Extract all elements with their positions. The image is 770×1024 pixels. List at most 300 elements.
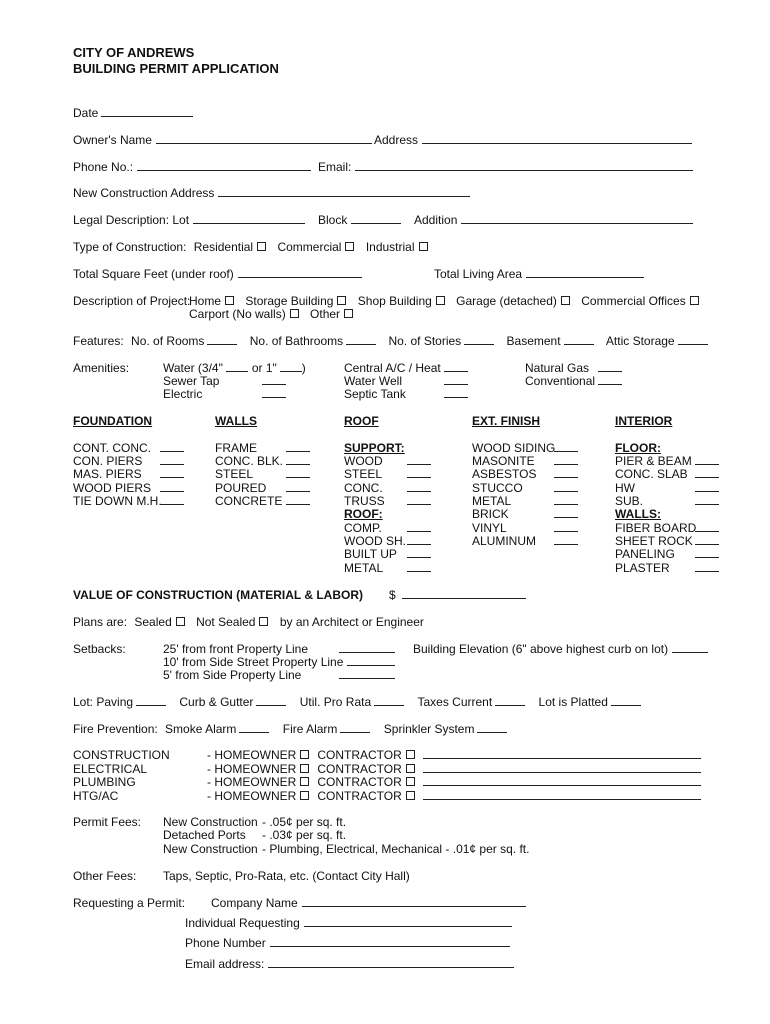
request-email-input[interactable] <box>268 957 514 968</box>
setback-blank-wrap <box>336 642 395 656</box>
trade-name-input[interactable] <box>423 762 701 773</box>
ext-finish-item: METAL <box>472 494 512 508</box>
setback-item: 5' from Side Property Line <box>163 668 302 682</box>
roof-blank-wrap <box>403 521 431 535</box>
interior-walls-item: FIBER BOARD <box>615 521 697 535</box>
home-label: Home <box>189 294 222 308</box>
elevation-label: Building Elevation (6" above highest curb on lot) <box>413 642 669 656</box>
permit-fee-name: New Construction <box>163 815 258 829</box>
interior-walls-item: PLASTER <box>615 561 670 575</box>
city-title: CITY OF ANDREWS <box>73 45 195 60</box>
setback-side-street-input[interactable] <box>347 655 395 666</box>
walls-input[interactable] <box>286 494 310 505</box>
water-or-label: or 1" <box>251 361 277 375</box>
water-label: Water (3/4" <box>163 361 223 375</box>
walls-input[interactable] <box>286 481 310 492</box>
industrial-checkbox[interactable] <box>419 242 428 251</box>
form-title: BUILDING PERMIT APPLICATION <box>73 61 279 76</box>
walls-item: CONC. BLK. <box>215 454 284 468</box>
roof-item: WOOD SH. <box>344 534 406 548</box>
interior-blank-wrap <box>691 534 719 548</box>
ext-finish-item: ASBESTOS <box>472 467 537 481</box>
phone-input[interactable] <box>137 160 311 171</box>
lot-label: Legal Description: Lot <box>73 213 190 227</box>
interior-input[interactable] <box>695 561 719 572</box>
request-phone-input[interactable] <box>270 936 510 947</box>
phone-row <box>73 160 311 174</box>
value-currency: $ <box>389 588 396 602</box>
setback-front-input[interactable] <box>339 642 395 653</box>
walls-input[interactable] <box>286 467 310 478</box>
total-sqft-input[interactable] <box>238 267 362 278</box>
features-row <box>73 334 708 348</box>
address-input[interactable] <box>422 133 692 144</box>
ext-finish-blank-wrap <box>550 494 578 508</box>
living-area-input[interactable] <box>526 267 644 278</box>
attic-storage-label: Attic Storage <box>605 334 675 348</box>
foundation-blank-wrap <box>156 441 184 455</box>
phone-label: Phone No.: <box>73 160 134 174</box>
plans-label: Plans are: <box>73 615 128 629</box>
taxes-current-label: Taxes Current <box>417 695 493 709</box>
owners-name-input[interactable] <box>156 133 372 144</box>
setback-item: 25' from front Property Line <box>163 642 309 656</box>
walls-item: CONCRETE <box>215 494 283 508</box>
features-label: Features: <box>73 334 124 348</box>
permit-fee-rate: - .05¢ per sq. ft. <box>262 815 347 829</box>
interior-walls-item: SHEET ROCK <box>615 534 693 548</box>
trade-label: PLUMBING <box>73 775 136 789</box>
lot-platted-label: Lot is Platted <box>538 695 608 709</box>
block-input[interactable] <box>351 213 401 224</box>
sealed-checkbox[interactable] <box>176 617 185 626</box>
ext-finish-item: MASONITE <box>472 454 535 468</box>
company-input[interactable] <box>302 896 526 907</box>
ext-finish-input[interactable] <box>554 521 578 532</box>
ext-finish-input[interactable] <box>554 467 578 478</box>
roof-blank-wrap <box>403 561 431 575</box>
value-row <box>389 588 526 602</box>
roof-support-item: TRUSS <box>344 494 385 508</box>
foundation-input[interactable] <box>160 454 184 465</box>
util-pro-rata-label: Util. Pro Rata <box>299 695 372 709</box>
walls-blank-wrap <box>282 494 310 508</box>
ext-finish-blank-wrap <box>550 507 578 521</box>
ext-finish-blank-wrap <box>550 467 578 481</box>
commercial-checkbox[interactable] <box>345 242 354 251</box>
water-row <box>163 361 306 375</box>
interior-input[interactable] <box>695 467 719 478</box>
homeowner-checkbox[interactable] <box>300 791 309 800</box>
interior-input[interactable] <box>695 481 719 492</box>
permit-fee-rate: - Plumbing, Electrical, Mechanical - .01¢ per sq. ft. <box>262 842 530 856</box>
shop-building-checkbox[interactable] <box>436 296 445 305</box>
roof-input[interactable] <box>407 534 431 545</box>
roof-blank-wrap <box>403 494 431 508</box>
walls-blank-wrap <box>282 454 310 468</box>
lot-checks-row <box>73 695 641 709</box>
central-ac-blank-wrap <box>440 361 468 375</box>
homeowner-checkbox[interactable] <box>300 750 309 759</box>
homeowner-checkbox[interactable] <box>300 764 309 773</box>
roof-input[interactable] <box>407 561 431 572</box>
foundation-input[interactable] <box>160 441 184 452</box>
interior-input[interactable] <box>695 534 719 545</box>
ext-finish-blank-wrap <box>550 534 578 548</box>
smoke-alarm-label: Smoke Alarm <box>165 722 237 736</box>
total-sqft-label: Total Square Feet (under roof) <box>73 267 234 281</box>
elevation-row <box>413 642 708 656</box>
interior-blank-wrap <box>691 547 719 561</box>
storage-building-label: Storage Building <box>245 294 334 308</box>
storage-building-checkbox[interactable] <box>337 296 346 305</box>
contractor-checkbox[interactable] <box>406 750 415 759</box>
roof-item: COMP. <box>344 521 382 535</box>
ext-finish-input[interactable] <box>554 441 578 452</box>
living-area-row <box>434 267 644 281</box>
walls-input[interactable] <box>286 454 310 465</box>
contractor-label: CONTRACTOR <box>317 748 402 762</box>
email-input[interactable] <box>355 160 693 171</box>
carport-checkbox[interactable] <box>290 309 299 318</box>
plans-row <box>73 615 424 629</box>
commercial-offices-checkbox[interactable] <box>690 296 699 305</box>
trade-options-row <box>207 748 701 762</box>
ext-finish-blank-wrap <box>550 441 578 455</box>
not-sealed-label: Not Sealed <box>196 615 256 629</box>
central-ac-input[interactable] <box>444 361 468 372</box>
interior-blank-wrap <box>691 521 719 535</box>
project-row-1 <box>189 294 701 308</box>
ext-finish-blank-wrap <box>550 481 578 495</box>
lot-platted-input[interactable] <box>611 695 641 706</box>
foundation-blank-wrap <box>156 467 184 481</box>
email-row <box>318 160 693 174</box>
shop-building-label: Shop Building <box>357 294 432 308</box>
project-label: Description of Project: <box>73 294 191 308</box>
living-area-label: Total Living Area <box>434 267 523 281</box>
not-sealed-checkbox[interactable] <box>259 617 268 626</box>
date-row <box>73 106 193 120</box>
foundation-input[interactable] <box>160 481 184 492</box>
stories-input[interactable] <box>464 334 494 345</box>
date-input[interactable] <box>101 106 193 117</box>
foundation-input[interactable] <box>160 467 184 478</box>
water-well-label: Water Well <box>344 374 403 388</box>
ext-finish-item: STUCCO <box>472 481 523 495</box>
septic-tank-label: Septic Tank <box>344 387 406 401</box>
lot-input[interactable] <box>193 213 305 224</box>
ext-finish-input[interactable] <box>554 454 578 465</box>
value-input[interactable] <box>402 588 526 599</box>
roof-support-heading: SUPPORT: <box>344 441 405 455</box>
contractor-label: CONTRACTOR <box>317 762 402 776</box>
foundation-item: MAS. PIERS <box>73 467 142 481</box>
addition-label: Addition <box>414 213 458 227</box>
interior-floor-item: HW <box>615 481 635 495</box>
sewer-tap-blank-wrap <box>258 374 286 388</box>
setback-blank-wrap <box>344 655 395 669</box>
water-34-input[interactable] <box>226 361 248 372</box>
owners-name-row <box>73 133 372 147</box>
setback-side-input[interactable] <box>339 668 395 679</box>
setbacks-label: Setbacks: <box>73 642 126 656</box>
ext-finish-item: BRICK <box>472 507 509 521</box>
interior-blank-wrap <box>691 494 719 508</box>
total-sqft-row <box>73 267 362 281</box>
electric-input[interactable] <box>262 387 286 398</box>
amenities-label: Amenities: <box>73 361 130 375</box>
block-label: Block <box>318 213 348 227</box>
rooms-input[interactable] <box>207 334 237 345</box>
requesting-label: Requesting a Permit: <box>73 896 186 910</box>
trade-name-input[interactable] <box>423 775 701 786</box>
other-fees-label: Other Fees: <box>73 869 137 883</box>
conventional-label: Conventional <box>525 374 596 388</box>
curb-gutter-input[interactable] <box>256 695 286 706</box>
interior-blank-wrap <box>691 467 719 481</box>
ext-finish-input[interactable] <box>554 534 578 545</box>
individual-input[interactable] <box>304 916 512 927</box>
contractor-label: CONTRACTOR <box>317 789 402 803</box>
permit-fee-name: Detached Ports <box>163 828 246 842</box>
roof-blank-wrap <box>403 547 431 561</box>
individual-row <box>185 916 512 930</box>
ext-finish-item: VINYL <box>472 521 507 535</box>
interior-input[interactable] <box>695 521 719 532</box>
roof-support-item: STEEL <box>344 467 383 481</box>
permit-fee-rate: - .03¢ per sq. ft. <box>262 828 347 842</box>
electric-label: Electric <box>163 387 203 401</box>
new-construction-address-row <box>73 186 470 200</box>
util-pro-rata-input[interactable] <box>374 695 404 706</box>
foundation-item: CON. PIERS <box>73 454 143 468</box>
interior-blank-wrap <box>691 454 719 468</box>
water-well-input[interactable] <box>444 374 468 385</box>
value-label: VALUE OF CONSTRUCTION (MATERIAL & LABOR) <box>73 588 363 602</box>
other-checkbox[interactable] <box>344 309 353 318</box>
carport-label: Carport (No walls) <box>189 307 286 321</box>
trade-options-row <box>207 775 701 789</box>
curb-gutter-label: Curb & Gutter <box>179 695 254 709</box>
foundation-item: WOOD PIERS <box>73 481 152 495</box>
contractor-checkbox[interactable] <box>406 764 415 773</box>
trade-name-input[interactable] <box>423 789 701 800</box>
foundation-blank-wrap <box>156 481 184 495</box>
interior-input[interactable] <box>695 494 719 505</box>
walls-item: STEEL <box>215 467 254 481</box>
bathrooms-label: No. of Bathrooms <box>249 334 344 348</box>
roof-blank-wrap <box>403 534 431 548</box>
request-email-row <box>185 957 514 971</box>
water-well-blank-wrap <box>440 374 468 388</box>
block-row <box>318 213 401 227</box>
trade-label: CONSTRUCTION <box>73 748 170 762</box>
water-close-label: ) <box>301 361 306 375</box>
sewer-tap-label: Sewer Tap <box>163 374 220 388</box>
ext-finish-input[interactable] <box>554 494 578 505</box>
permit-fee-name: New Construction <box>163 842 258 856</box>
roof-item: METAL <box>344 561 384 575</box>
basement-input[interactable] <box>564 334 594 345</box>
walls-input[interactable] <box>286 441 310 452</box>
ext-finish-input[interactable] <box>554 481 578 492</box>
lot-row <box>73 213 305 227</box>
date-label: Date <box>73 106 99 120</box>
new-construction-address-label: New Construction Address <box>73 186 215 200</box>
paving-label: Lot: Paving <box>73 695 134 709</box>
new-construction-address-input[interactable] <box>218 186 470 197</box>
water-1-input[interactable] <box>280 361 302 372</box>
walls-blank-wrap <box>282 441 310 455</box>
rooms-label: No. of Rooms <box>131 334 205 348</box>
owners-name-label: Owner's Name <box>73 133 152 147</box>
conventional-input[interactable] <box>598 374 622 385</box>
trade-options-row <box>207 789 701 803</box>
ext-finish-blank-wrap <box>550 454 578 468</box>
homeowner-label: - HOMEOWNER <box>207 748 297 762</box>
construction-type-row <box>73 240 430 254</box>
interior-floor-heading: FLOOR: <box>615 441 661 455</box>
septic-tank-blank-wrap <box>440 387 468 401</box>
request-email-label: Email address: <box>185 957 265 971</box>
construction-type-label: Type of Construction: <box>73 240 187 254</box>
individual-label: Individual Requesting <box>185 916 300 930</box>
walls-blank-wrap <box>282 467 310 481</box>
basement-label: Basement <box>506 334 561 348</box>
taxes-current-input[interactable] <box>495 695 525 706</box>
roof-input[interactable] <box>407 494 431 505</box>
fire-label: Fire Prevention: <box>73 722 158 736</box>
setback-item: 10' from Side Street Property Line <box>163 655 344 669</box>
conventional-blank-wrap <box>594 374 622 388</box>
fire-row <box>73 722 507 736</box>
contractor-checkbox[interactable] <box>406 777 415 786</box>
interior-walls-heading: WALLS: <box>615 507 661 521</box>
electric-blank-wrap <box>258 387 286 401</box>
interior-floor-item: CONC. SLAB <box>615 467 688 481</box>
commercial-offices-label: Commercial Offices <box>581 294 686 308</box>
trade-options-row <box>207 762 701 776</box>
trade-name-input[interactable] <box>423 748 701 759</box>
roof-input[interactable] <box>407 467 431 478</box>
address-label: Address <box>374 133 419 147</box>
interior-walls-item: PANELING <box>615 547 675 561</box>
interior-floor-item: SUB. <box>615 494 644 508</box>
foundation-item: CONT. CONC. <box>73 441 151 455</box>
roof-roof-heading: ROOF: <box>344 507 383 521</box>
other-fees-text: Taps, Septic, Pro-Rata, etc. (Contact City Hall) <box>163 869 410 883</box>
stories-label: No. of Stories <box>388 334 462 348</box>
garage-detached-label: Garage (detached) <box>456 294 557 308</box>
interior-floor-item: PIER & BEAM <box>615 454 692 468</box>
ext-finish-item: ALUMINUM <box>472 534 537 548</box>
setback-blank-wrap <box>336 668 395 682</box>
interior-input[interactable] <box>695 454 719 465</box>
request-phone-label: Phone Number <box>185 936 266 950</box>
other-label: Other <box>310 307 341 321</box>
sprinkler-label: Sprinkler System <box>383 722 475 736</box>
ext-finish-item: WOOD SIDING <box>472 441 556 455</box>
interior-heading: INTERIOR <box>615 414 673 428</box>
attic-storage-input[interactable] <box>678 334 708 345</box>
smoke-alarm-input[interactable] <box>239 722 269 733</box>
roof-input[interactable] <box>407 547 431 558</box>
trade-label: HTG/AC <box>73 789 119 803</box>
roof-input[interactable] <box>407 481 431 492</box>
foundation-blank-wrap <box>156 494 184 508</box>
sewer-tap-input[interactable] <box>262 374 286 385</box>
roof-input[interactable] <box>407 521 431 532</box>
walls-blank-wrap <box>282 481 310 495</box>
roof-support-item: WOOD <box>344 454 383 468</box>
roof-blank-wrap <box>403 454 431 468</box>
contractor-checkbox[interactable] <box>406 791 415 800</box>
industrial-label: Industrial <box>365 240 415 254</box>
homeowner-label: - HOMEOWNER <box>207 762 297 776</box>
sealed-label: Sealed <box>134 615 172 629</box>
roof-blank-wrap <box>403 467 431 481</box>
permit-fees-label: Permit Fees: <box>73 815 142 829</box>
interior-blank-wrap <box>691 481 719 495</box>
residential-label: Residential <box>193 240 254 254</box>
central-ac-label: Central A/C / Heat <box>344 361 441 375</box>
roof-blank-wrap <box>403 481 431 495</box>
sprinkler-input[interactable] <box>477 722 507 733</box>
homeowner-label: - HOMEOWNER <box>207 789 297 803</box>
foundation-item: TIE DOWN M.H. <box>73 494 162 508</box>
company-row <box>211 896 526 910</box>
addition-input[interactable] <box>461 213 693 224</box>
commercial-label: Commercial <box>277 240 342 254</box>
homeowner-label: - HOMEOWNER <box>207 775 297 789</box>
residential-checkbox[interactable] <box>257 242 266 251</box>
walls-item: POURED <box>215 481 267 495</box>
septic-tank-input[interactable] <box>444 387 468 398</box>
interior-input[interactable] <box>695 547 719 558</box>
company-label: Company Name <box>211 896 298 910</box>
roof-item: BUILT UP <box>344 547 397 561</box>
ext-finish-input[interactable] <box>554 507 578 518</box>
elevation-input[interactable] <box>672 642 708 653</box>
ext-finish-heading: EXT. FINISH <box>472 414 541 428</box>
roof-heading: ROOF <box>344 414 379 428</box>
bathrooms-input[interactable] <box>346 334 376 345</box>
contractor-label: CONTRACTOR <box>317 775 402 789</box>
foundation-heading: FOUNDATION <box>73 414 153 428</box>
roof-support-item: CONC. <box>344 481 383 495</box>
address-row <box>374 133 692 147</box>
trade-label: ELECTRICAL <box>73 762 148 776</box>
natural-gas-input[interactable] <box>598 361 622 372</box>
roof-input[interactable] <box>407 454 431 465</box>
ext-finish-blank-wrap <box>550 521 578 535</box>
garage-detached-checkbox[interactable] <box>561 296 570 305</box>
homeowner-checkbox[interactable] <box>300 777 309 786</box>
request-phone-row <box>185 936 510 950</box>
interior-blank-wrap <box>691 561 719 575</box>
natural-gas-label: Natural Gas <box>525 361 590 375</box>
fire-alarm-label: Fire Alarm <box>282 722 338 736</box>
paving-input[interactable] <box>136 695 166 706</box>
fire-alarm-input[interactable] <box>340 722 370 733</box>
foundation-input[interactable] <box>160 494 184 505</box>
plans-by-label: by an Architect or Engineer <box>279 615 424 629</box>
natural-gas-blank-wrap <box>594 361 622 375</box>
home-checkbox[interactable] <box>225 296 234 305</box>
project-row-2 <box>189 307 355 321</box>
walls-item: FRAME <box>215 441 257 455</box>
